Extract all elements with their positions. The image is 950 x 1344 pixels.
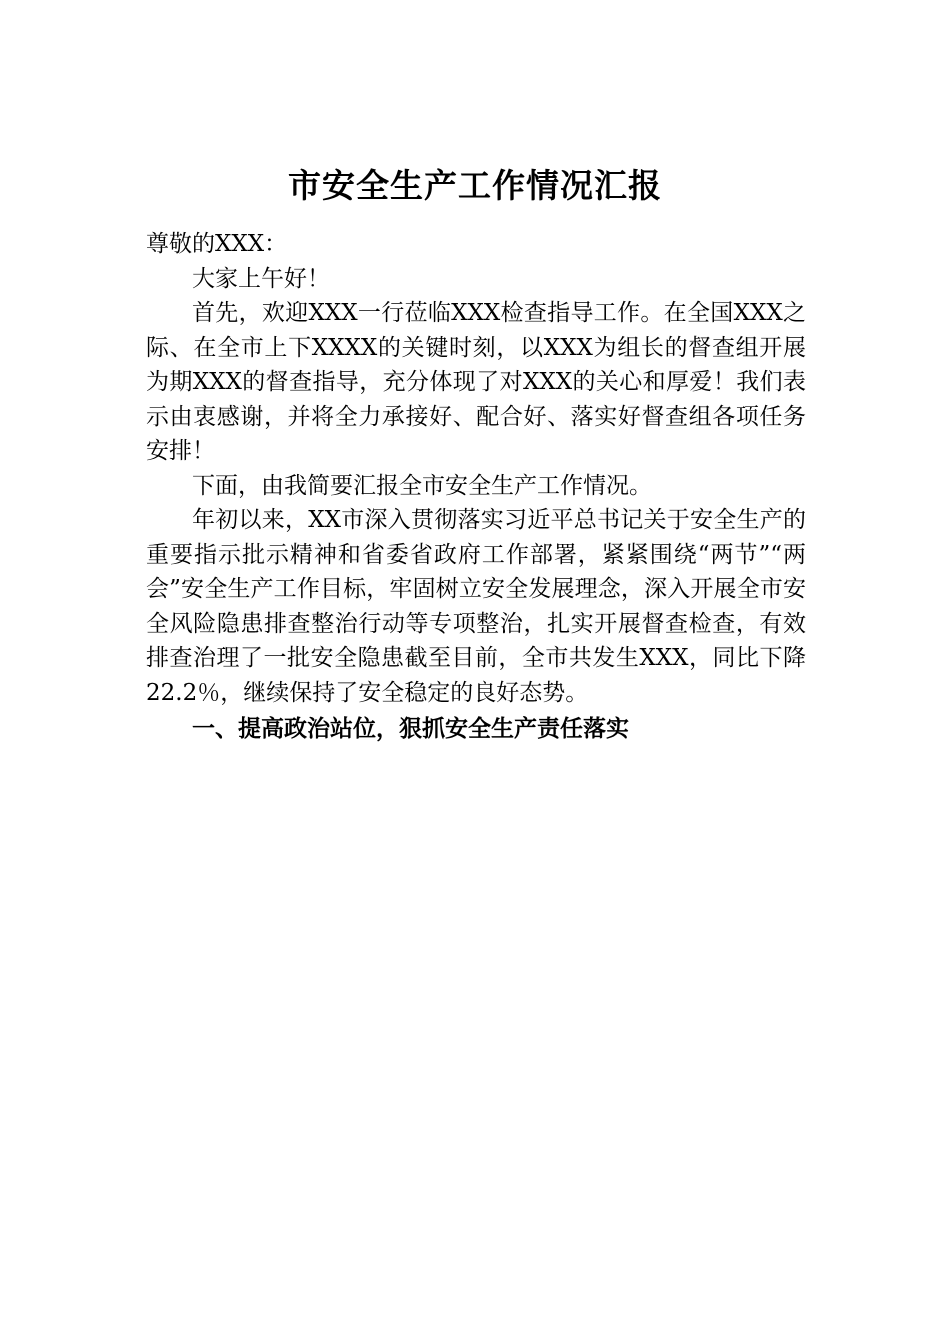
document-body	[146, 227, 806, 747]
paragraph-greeting: 大家上午好！	[192, 265, 330, 292]
salutation: 尊敬的XXX：	[146, 231, 288, 257]
paragraph-intro: 下面，由我简要汇报全市安全生产工作情况。	[192, 472, 652, 499]
section-heading: 一、提高政治站位，狠抓安全生产责任落实	[192, 716, 629, 742]
paragraph-summary: 年初以来，XX市深入贯彻落实习近平总书记关于安全生产的重要指示批示精神和省委省政府工作部署，紧紧围绕“两节”“两会”安全生产工作目标，牢固树立安全发展理念，深入开展全市安全风险隐患排查整治行动等专项整治，扎实开展督查检查，有效排查治理了一批安全隐患截至目前，全市共发生XXX，同比下降22.2％，继续保持了安全稳定的良好态势。	[146, 507, 806, 706]
paragraph-welcome: 首先，欢迎XXX一行莅临XXX检查指导工作。在全国XXX之际、在全市上下XXXX的关键时刻，以XXX为组长的督查组开展为期XXX的督查指导，充分体现了对XXX的关心和厚爱！我们表示由衷感谢，并将全力承接好、配合好、落实好督查组各项任务安排！	[146, 300, 806, 464]
document-title: 市安全生产工作情况汇报	[288, 166, 662, 205]
